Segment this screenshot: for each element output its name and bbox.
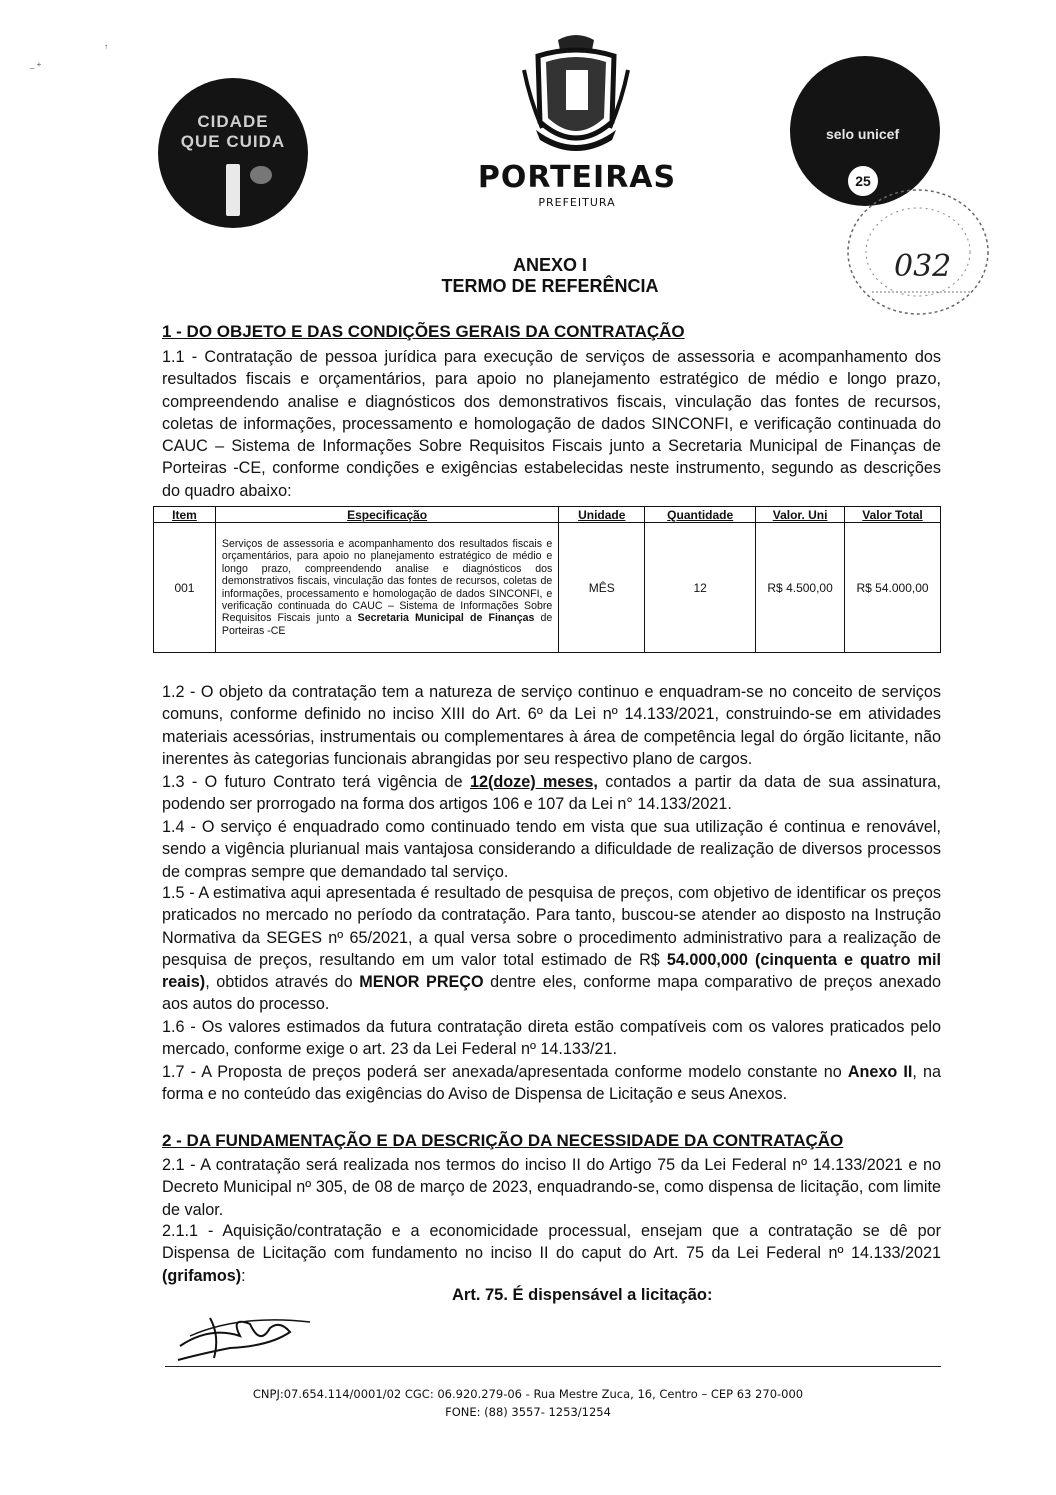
paragraph-1-1: 1.1 - Contratação de pessoa jurídica para execução de serviços de assessoria e acompanhamento dos resultados fiscais e orçamentários, para apoio no planejamento estratégico de médio e longo prazo, compreendendo analise e diagnósticos dos demonstrativos fiscais, vinculação das fontes de recursos, coletas de informações, processamento e homologação de dados SINCONFI, e verificação continuada do CAUC – Sistema de Informações Sobre Requisitos Fiscais junto a Secretaria Municipal de Finanças de Porteiras -CE, conforme condições e exigências estabelecidas neste instrumento, segundo as descrições do quadro abaixo: bbox=[162, 348, 941, 500]
brand-name: PORTEIRAS bbox=[477, 160, 677, 195]
header-item: Item bbox=[154, 507, 216, 523]
paragraph-1-2: 1.2 - O objeto da contratação tem a natureza de serviço continuo e enquadram-se no conceito de serviços comuns, conforme definido no inciso XIII do Art. 6º da Lei nº 14.133/2021, construindo-se em atividades materiais acessórias, instrumentais ou complementares à área de competência legal do órgão licitante, não inerentes às categorias funcionais abrangidas por seu respectivo plano de cargos. bbox=[162, 683, 941, 768]
footer-address: CNPJ:07.654.114/0001/02 CGC: 06.920.279-06 - Rua Mestre Zuca, 16, Centro – CEP 63 270-000 bbox=[252, 1387, 804, 1401]
document-title: TERMO DE REFERÊNCIA bbox=[441, 276, 659, 296]
spec-text: Serviços de assessoria e acompanhamento dos resultados fiscais e orçamentários, para apoio no planejamento estratégico de médio e longo prazo, compreendendo analise e diagnósticos dos demonstrativos fiscais, vinculação das fontes de recursos, coletas de informações, processamento e homologação de dados SINCONFI, e verificação continuada do CAUC – Sistema de Informações Sobre Requisitos Fiscais junto a bbox=[221, 537, 553, 625]
logo-figure bbox=[250, 166, 272, 184]
cell-unit-value: R$ 4.500,00 bbox=[756, 523, 845, 653]
items-table bbox=[153, 506, 941, 653]
signature-icon bbox=[170, 1306, 320, 1366]
p1-3-text-end: contados a partir da data de sua assinatura, podendo ser prorrogado na forma dos artigos 106 e 107 da Lei n° 14.133/2021. bbox=[162, 773, 941, 814]
cell-total-value: R$ 54.000,00 bbox=[845, 523, 941, 653]
unicef-text: selo unicef bbox=[826, 126, 900, 142]
p2-1-1-text: 2.1.1 - Aquisição/contratação e a economicidade processual, ensejam que a contratação se dê por Dispensa de Licitação com fundamento no inciso II do caput do Art. 75 da Lei Federal nº 14.133/2021 bbox=[162, 1222, 941, 1263]
p1-7-bold: Anexo II bbox=[847, 1063, 913, 1081]
section-1-heading: 1 - DO OBJETO E DAS CONDIÇÕES GERAIS DA CONTRATAÇÃO bbox=[162, 322, 685, 341]
p2-1-1-end: : bbox=[241, 1266, 246, 1285]
header-unit: Unidade bbox=[559, 507, 645, 523]
paragraph-2-1: 2.1 - A contratação será realizada nos termos do inciso II do Artigo 75 da Lei Federal nº 14.133/2021 e no Decreto Municipal nº 305, de 08 de março de 2023, enquadrando-se, como dispensa de licitação, com limite de valor. bbox=[162, 1156, 941, 1219]
scan-mark: ↑ bbox=[104, 42, 108, 51]
cell-unit: MÊS bbox=[559, 523, 645, 653]
p1-5-bold-value: 54.000,000 (cinquenta e quatro mil reais) bbox=[162, 950, 941, 992]
article-75-heading: Art. 75. É dispensável a licitação: bbox=[452, 1286, 713, 1304]
footer-divider bbox=[165, 1366, 941, 1367]
brand-subtitle: PREFEITURA bbox=[538, 196, 616, 209]
table-row bbox=[154, 523, 941, 653]
left-logo-text-2: QUE CUIDA bbox=[180, 132, 286, 151]
stamp-number: 032 bbox=[894, 249, 952, 284]
paragraph-2-1-1 bbox=[162, 1220, 941, 1287]
header-total-value: Valor Total bbox=[845, 507, 941, 523]
header-specification: Especificação bbox=[215, 507, 558, 523]
p1-7-text: 1.7 - A Proposta de preços poderá ser anexada/apresentada conforme modelo constante no bbox=[162, 1063, 848, 1081]
spec-bold-text: Secretaria Municipal de Finanças bbox=[357, 612, 535, 625]
paragraph-1-3 bbox=[162, 771, 941, 816]
p1-5-text: 1.5 - A estimativa aqui apresentada é resultado de pesquisa de preços, com objetivo de identificar os preços praticados no mercado no período da contratação. Para tanto, buscou-se atender ao disposto na Instrução Normativa da SEGES nº 65/2021, a qual versa sobre o procedimento administrativo para a realização de pesquisa de preços, resultando em um valor total estimado de R$ bbox=[162, 884, 941, 969]
p1-5-text-2: , obtidos através do bbox=[205, 973, 360, 992]
p1-5-bold-menor: MENOR PREÇO bbox=[359, 973, 484, 992]
p2-1-1-bold: (grifamos) bbox=[162, 1266, 242, 1285]
paragraph-1-4: 1.4 - O serviço é enquadrado como continuado tendo em vista que sua utilização é continua e renovável, sendo a vigência plurianual mais vantajosa considerando a dificuldade de realização de diversos processos de compras sempre que demandado tal serviço. bbox=[162, 818, 941, 881]
paragraph-1-5 bbox=[162, 882, 941, 1016]
footer-phone: FONE: (88) 3557- 1253/1254 bbox=[445, 1405, 611, 1419]
cell-item: 001 bbox=[154, 523, 216, 653]
cell-quantity: 12 bbox=[645, 523, 756, 653]
protocol-stamp-icon bbox=[842, 180, 994, 320]
paragraph-1-6: 1.6 - Os valores estimados da futura contratação direta estão compatíveis com os valores praticados pelo mercado, conforme exige o art. 23 da Lei Federal nº 14.133/21. bbox=[162, 1018, 941, 1059]
left-logo-text-1: CIDADE bbox=[197, 112, 269, 131]
table-header-row bbox=[154, 507, 941, 523]
spec-text-end: de Porteiras -CE bbox=[221, 612, 553, 637]
section-2-heading: 2 - DA FUNDAMENTAÇÃO E DA DESCRIÇÃO DA NECESSIDADE DA CONTRATAÇÃO bbox=[162, 1131, 844, 1150]
paragraph-1-7 bbox=[162, 1061, 941, 1106]
logo-figure bbox=[226, 164, 240, 216]
seal-badge: 25 bbox=[846, 164, 880, 198]
header-quantity: Quantidade bbox=[645, 507, 756, 523]
scan-mark: _ + bbox=[30, 60, 42, 69]
header-unit-value: Valor. Uni bbox=[756, 507, 845, 523]
p1-7-text-end: , na forma e no conteúdo das exigências do Aviso de Dispensa de Licitação e seus Anexos. bbox=[162, 1063, 941, 1104]
porteiras-crest-icon bbox=[520, 30, 632, 158]
cidade-que-cuida-logo bbox=[158, 78, 308, 228]
annex-title: ANEXO I bbox=[512, 255, 587, 275]
p1-3-text: 1.3 - O futuro Contrato terá vigência de bbox=[162, 773, 470, 791]
p1-5-text-end: dentre eles, conforme mapa comparativo de preços anexado aos autos do processo. bbox=[162, 973, 941, 1014]
p1-3-bold: 12(doze) meses, bbox=[469, 773, 598, 791]
cell-specification bbox=[215, 523, 558, 653]
